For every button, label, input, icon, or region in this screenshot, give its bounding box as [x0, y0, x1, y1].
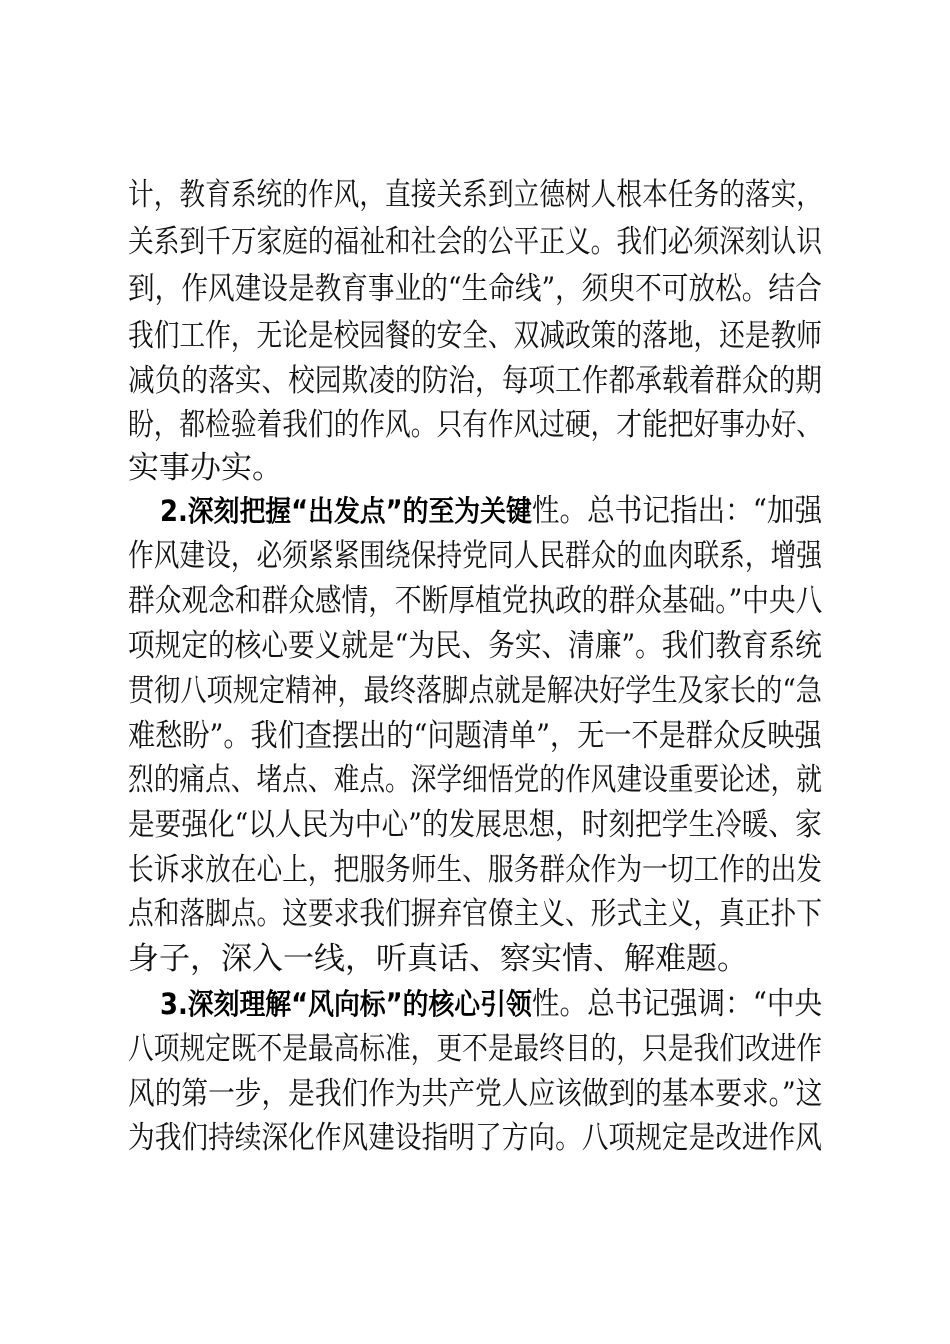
section-2-quote-start: “加强 [752, 493, 823, 529]
body-line: 八项规定既不是最高标准，更不是最终目的，只是我们改进作 [128, 1031, 822, 1067]
body-line: 实事办实。 [128, 450, 283, 486]
section-2-first-line [160, 492, 822, 532]
section-2-heading: 2.深刻把握“出发点”的至为关键 [160, 494, 532, 528]
body-line: 身子，深入一线，听真话、察实情、解难题。 [128, 941, 748, 977]
section-3-heading-tail: 性。总书记强调： [531, 986, 753, 1022]
body-line: 项规定的核心要义就是“为民、务实、清廉”。我们教育系统 [128, 628, 822, 664]
body-line: 是要强化“以人民为中心”的发展思想，时刻把学生冷暖、家 [128, 807, 822, 843]
body-line: 贯彻八项规定精神，最终落脚点就是解决好学生及家长的“急 [128, 673, 822, 709]
body-line: 盼，都检验着我们的作风。只有作风过硬，才能把好事办好、 [128, 407, 822, 443]
section-3-quote-start: “中央 [752, 986, 823, 1022]
body-line: 难愁盼”。我们查摆出的“问题清单”，无一不是群众反映强 [128, 718, 822, 754]
section-3-heading: 3.深刻理解“风向标”的核心引领 [160, 987, 532, 1021]
body-line: 为我们持续深化作风建设指明了方向。八项规定是改进作风 [128, 1120, 822, 1156]
body-line: 减负的落实、校园欺凌的防治，每项工作都承载着群众的期 [128, 363, 822, 399]
body-line: 关系到千万家庭的福祉和社会的公平正义。我们必须深刻认识 [128, 224, 822, 260]
body-line: 我们工作，无论是校园餐的安全、双减政策的落地，还是教师 [128, 318, 822, 354]
body-line: 风的第一步，是我们作为共产党人应该做到的基本要求。”这 [128, 1076, 823, 1112]
body-line: 烈的痛点、堵点、难点。深学细悟党的作风建设重要论述，就 [128, 762, 822, 798]
body-line: 到，作风建设是教育事业的“生命线”，须臾不可放松。结合 [128, 271, 822, 307]
body-line: 点和落脚点。这要求我们摒弃官僚主义、形式主义，真正扑下 [128, 896, 822, 932]
body-line: 计，教育系统的作风，直接关系到立德树人根本任务的落实， [128, 177, 822, 213]
body-line: 长诉求放在心上，把服务师生、服务群众作为一切工作的出发 [128, 852, 822, 888]
section-3-first-line [160, 985, 822, 1025]
body-line: 作风建设，必须紧紧围绕保持党同人民群众的血肉联系，增强 [128, 538, 822, 574]
body-line: 群众观念和群众感情，不断厚植党执政的群众基础。”中央八 [128, 583, 823, 619]
section-2-heading-tail: 性。总书记指出： [531, 493, 753, 529]
